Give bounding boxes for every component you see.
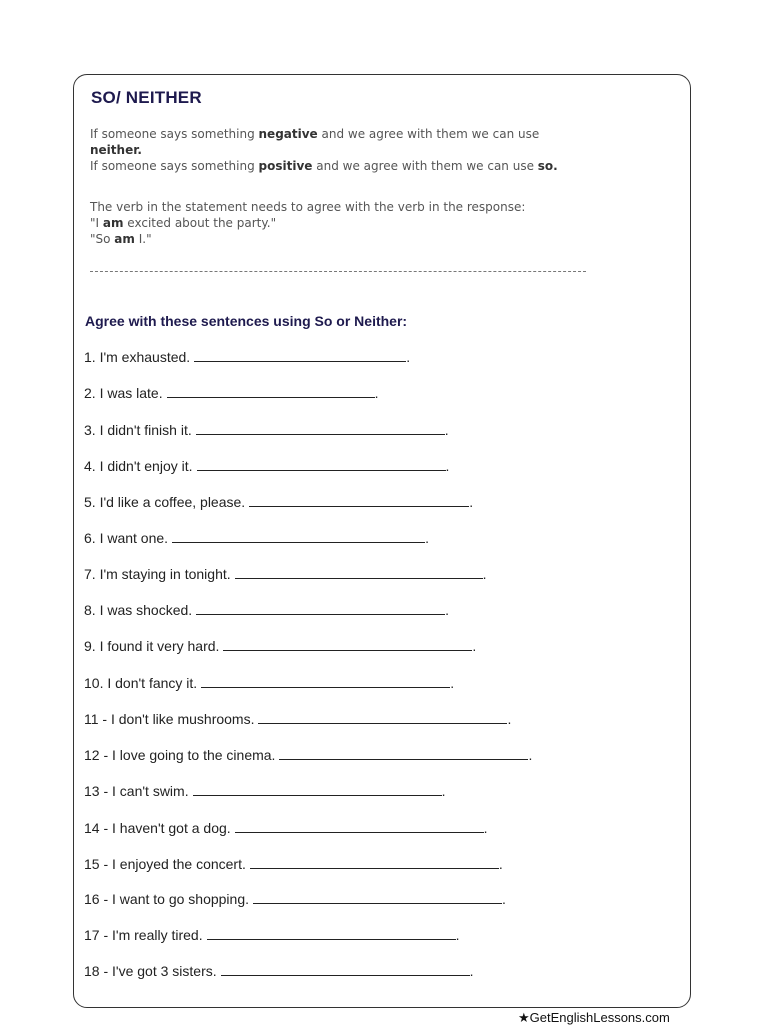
exercise-sentence: 6. I want one. [84, 530, 169, 546]
exercise-sentence: 1. I'm exhausted. [84, 349, 191, 365]
answer-period: . [374, 385, 379, 401]
exercise-sentence: 5. I'd like a coffee, please. [84, 494, 246, 510]
exercise-item [84, 783, 445, 799]
answer-blank[interactable] [235, 566, 483, 579]
exercise-sentence: 2. I was late. [84, 385, 163, 401]
intro-text: and we agree with them we can use [317, 127, 540, 141]
intro-bold-positive: positive [258, 159, 313, 173]
worksheet-title: SO/ NEITHER [91, 88, 202, 107]
answer-blank[interactable] [196, 422, 445, 435]
answer-blank[interactable] [201, 675, 450, 688]
exercise-item [84, 385, 378, 401]
intro-bold-negative: negative [258, 127, 318, 141]
answer-blank[interactable] [279, 747, 528, 760]
exercise-sentence: 3. I didn't finish it. [84, 422, 192, 438]
answer-period: . [502, 891, 506, 907]
answer-blank[interactable] [250, 856, 499, 869]
exercise-item [84, 638, 476, 654]
brand-name: GetEnglishLessons.com [529, 1010, 670, 1025]
exercise-sentence: 14 - I haven't got a dog. [84, 820, 231, 836]
answer-blank[interactable] [223, 638, 472, 651]
exercise-sentence: 8. I was shocked. [84, 602, 193, 618]
intro-text: The verb in the statement needs to agree with the verb in the response: [90, 200, 526, 214]
exercise-sentence: 11 - I don't like mushrooms. [84, 711, 255, 727]
example-text: excited about the party." [123, 216, 277, 230]
answer-period: . [469, 494, 474, 510]
answer-blank[interactable] [249, 494, 469, 507]
example-text: "So [90, 232, 115, 246]
exercise-item [84, 494, 473, 510]
exercise-item [84, 458, 449, 474]
exercise-sentence: 16 - I want to go shopping. [84, 891, 249, 907]
answer-period: . [498, 856, 503, 872]
exercise-item [84, 711, 511, 727]
exercise-item [84, 856, 503, 872]
answer-period: . [469, 963, 474, 979]
exercise-instruction: Agree with these sentences using So or Neither: [85, 313, 408, 329]
example-text: "I [90, 216, 103, 230]
intro-text: and we agree with them we can use [312, 159, 538, 173]
star-icon: ★ [518, 1010, 530, 1025]
exercise-item [84, 891, 506, 907]
answer-blank[interactable] [193, 783, 442, 796]
exercise-item [84, 349, 410, 365]
answer-period: . [445, 458, 450, 474]
exercise-sentence: 12 - I love going to the cinema. [84, 747, 276, 763]
answer-period: . [406, 349, 411, 365]
exercise-sentence: 15 - I enjoyed the concert. [84, 856, 246, 872]
exercise-sentence: 18 - I've got 3 sisters. [84, 963, 217, 979]
answer-period: . [483, 820, 488, 836]
answer-blank[interactable] [197, 458, 446, 471]
answer-period: . [445, 602, 450, 618]
answer-period: . [482, 566, 487, 582]
answer-blank[interactable] [221, 963, 470, 976]
answer-period: . [507, 711, 512, 727]
exercise-sentence: 7. I'm staying in tonight. [84, 566, 231, 582]
intro-text: If someone says something [90, 127, 259, 141]
exercise-item [84, 820, 488, 836]
exercise-sentence: 9. I found it very hard. [84, 638, 220, 654]
exercise-sentence: 10. I don't fancy it. [84, 675, 198, 691]
answer-period: . [528, 747, 533, 763]
example-bold: am [114, 232, 135, 246]
exercise-sentence: 13 - I can't swim. [84, 783, 189, 799]
exercise-item [84, 927, 460, 943]
answer-period: . [450, 675, 455, 691]
exercise-item [84, 602, 449, 618]
intro-negative-rule [90, 126, 650, 158]
answer-blank[interactable] [172, 530, 425, 543]
answer-blank[interactable] [207, 927, 456, 940]
exercise-item [84, 530, 429, 546]
answer-blank[interactable] [258, 711, 507, 724]
intro-bold-neither: neither. [90, 143, 142, 157]
answer-period: . [455, 927, 460, 943]
intro-bold-so: so. [537, 159, 558, 173]
exercise-sentence: 4. I didn't enjoy it. [84, 458, 193, 474]
answer-period: . [472, 638, 477, 654]
intro-text: If someone says something [90, 159, 259, 173]
answer-period: . [441, 783, 446, 799]
exercise-sentence: 17 - I'm really tired. [84, 927, 203, 943]
answer-blank[interactable] [253, 891, 502, 904]
answer-blank[interactable] [196, 602, 445, 615]
answer-period: . [425, 530, 429, 546]
intro-positive-rule [90, 158, 650, 174]
exercise-item [84, 963, 474, 979]
answer-blank[interactable] [194, 349, 406, 362]
exercise-item [84, 747, 532, 763]
exercise-item [84, 566, 487, 582]
answer-blank[interactable] [235, 820, 484, 833]
example-bold: am [102, 216, 124, 230]
dashed-divider [90, 271, 586, 272]
example-text: I." [134, 232, 152, 246]
intro-verb-agreement [90, 199, 650, 247]
answer-blank[interactable] [167, 385, 375, 398]
exercise-item [84, 422, 449, 438]
exercise-item [84, 675, 454, 691]
answer-period: . [444, 422, 449, 438]
